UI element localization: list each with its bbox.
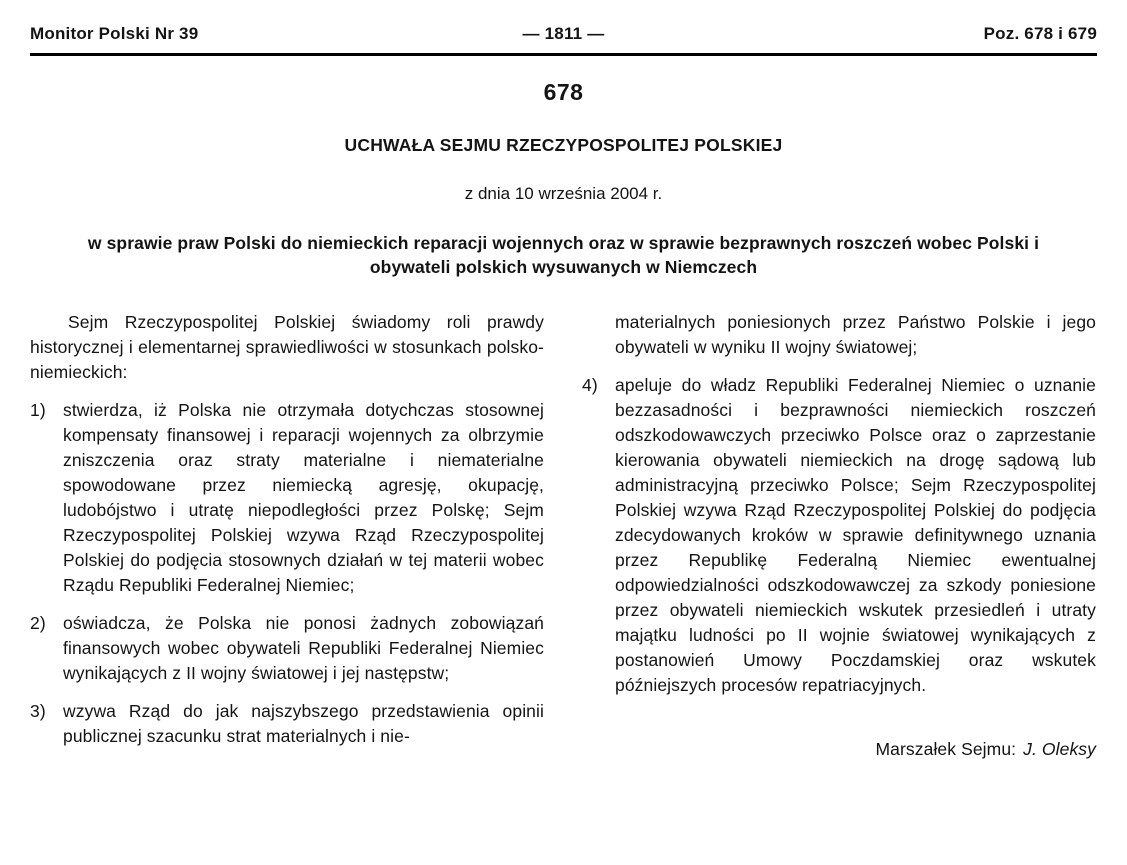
list-item-1 [30,398,544,598]
page-header [30,24,1097,44]
act-subject: w sprawie praw Polski do niemieckich reparacji wojennych oraz w sprawie bezprawnych roszczeń wobec Polski i obywateli polskich wysuwanych w Niemczech [87,233,1040,277]
left-column [30,310,544,762]
list-item-number: 4) [582,375,598,395]
list-item-number: 2) [30,613,46,633]
list-item-4 [582,373,1096,698]
list-item-text: apeluje do władz Republiki Federalnej Niemiec o uznanie bezzasadności i bezprawności niemieckich roszczeń odszkodowawczych przeciwko Polsce oraz o zaprzestanie kierowania obywateli niemieckich na drogę sądową lub administracyjną przeciwko Polsce; Sejm Rzeczypospolitej Polskiej wzywa Rząd Rzeczypospolitej Polskiej do podjęcia zdecydowanych kroków w sprawie definitywnego uznania przez Republikę Federalną Niemiec ewentualnej odpowiedzialności odszkodowawczej za szkody poniesione przez obywateli niemieckich wskutek przesiedleń i utraty majątku ludności po II wojnie światowej wynikających z postanowień Umowy Poczdamskiej oraz wskutek późniejszych procesów repatriacyjnych. [615,375,1096,695]
header-page-number: — 1811 — [522,24,605,43]
right-column [582,310,1096,762]
act-title: UCHWAŁA SEJMU RZECZYPOSPOLITEJ POLSKIEJ [344,135,783,155]
item-3-continuation: materialnych poniesionych przez Państwo Polskie i jego obywateli w wyniku II wojny światowej; [615,312,1096,357]
header-publication-name: Monitor Polski Nr 39 [30,24,199,43]
list-item-number: 1) [30,400,46,420]
list-item-text: wzywa Rząd do jak najszybszego przedstawienia opinii publicznej szacunku strat materialnych i nie- [63,701,544,746]
body-columns [30,310,1097,762]
signature-name: J. Oleksy [1023,739,1096,759]
signature-label: Marszałek Sejmu: [875,739,1017,759]
list-item-3 [30,699,544,749]
header-rule [30,53,1097,56]
act-date: z dnia 10 września 2004 r. [464,184,663,203]
intro-paragraph: Sejm Rzeczypospolitej Polskiej świadomy roli prawdy historycznej i elementarnej sprawiedliwości w stosunkach polsko-niemieckich: [30,312,544,382]
signature-line [582,737,1096,762]
header-position-numbers: Poz. 678 i 679 [983,24,1097,43]
list-item-2 [30,611,544,686]
list-item-number: 3) [30,701,46,721]
list-item-text: oświadcza, że Polska nie ponosi żadnych zobowiązań finansowych wobec obywateli Republiki Federalnej Niemiec wynikających z II wojny światowej i jej następstw; [63,613,544,683]
list-item-text: stwierdza, iż Polska nie otrzymała dotychczas stosownej kompensaty finansowej i reparacji wojennych za olbrzymie zniszczenia oraz straty materialne i niematerialne spowodowane przez niemiecką agresję, okupację, ludobójstwo i utratę niepodległości przez Polskę; Sejm Rzeczypospolitej Polskiej wzywa Rząd Rzeczypospolitej Polskiej do podjęcia stosownych działań w tej materii wobec Rządu Republiki Federalnej Niemiec; [63,400,544,595]
act-number: 678 [543,79,584,105]
